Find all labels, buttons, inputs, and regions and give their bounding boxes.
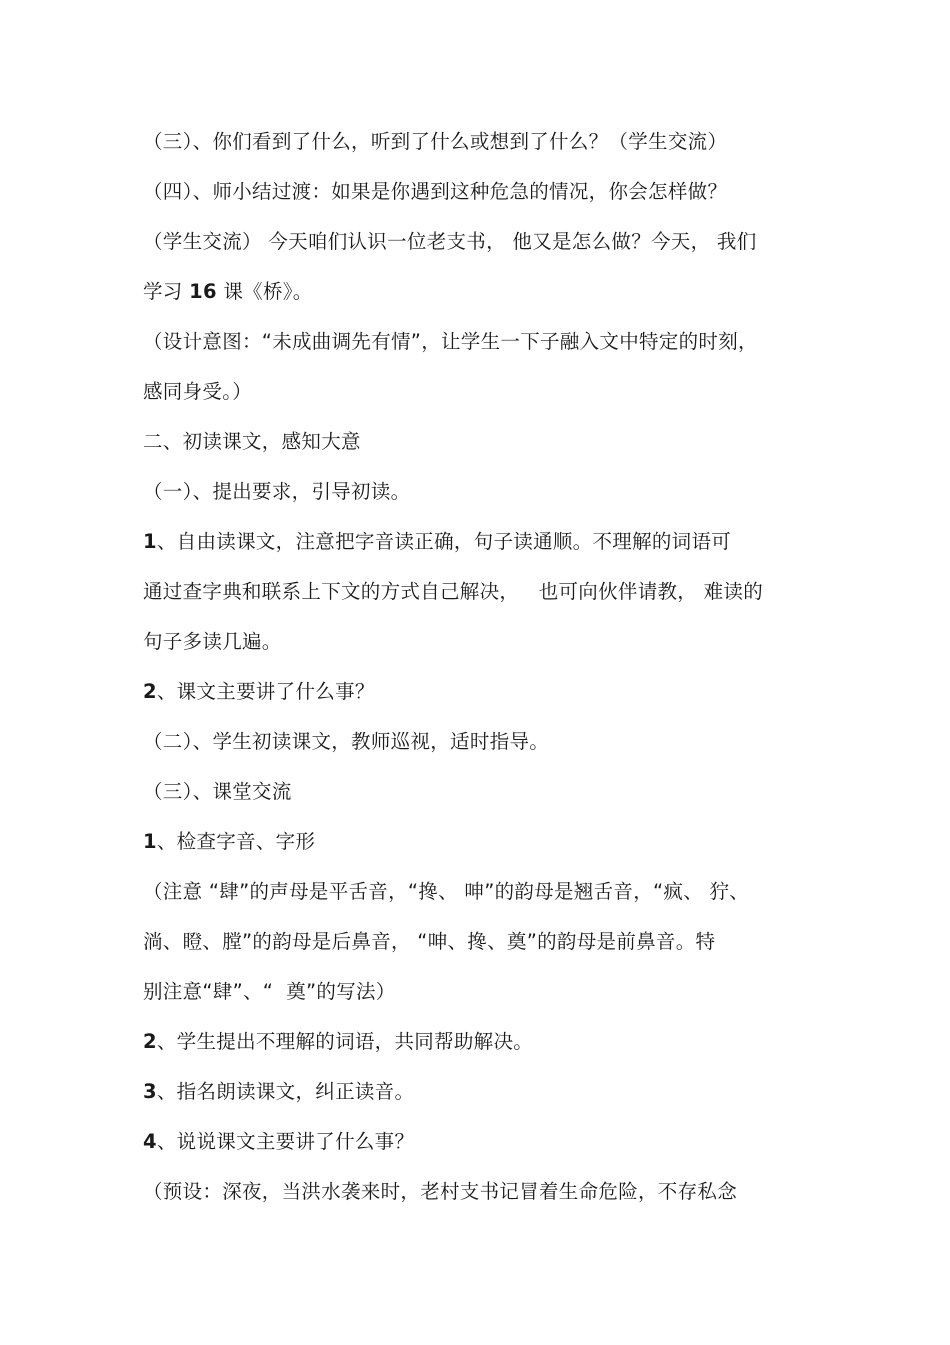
text-line: （学生交流） 今天咱们认识一位老支书， 他又是怎么做？今天， 我们 bbox=[143, 230, 757, 253]
text-line bbox=[143, 1129, 414, 1155]
text-fragment: 、课文主要讲了什么事？ bbox=[156, 680, 375, 703]
text-line: （三）、你们看到了什么，听到了什么或想到了什么？（学生交流） bbox=[143, 130, 728, 153]
lesson-number: 16 bbox=[189, 280, 217, 303]
text-line: 句子多读几遍。 bbox=[143, 630, 282, 653]
text-line: （四）、师小结过渡：如果是你遇到这种危急的情况，你会怎样做？ bbox=[143, 180, 728, 203]
item-number: 3 bbox=[143, 1080, 157, 1103]
text-line: （二）、学生初读课文，教师巡视，适时指导。 bbox=[143, 730, 550, 753]
section-heading: 二、初读课文，感知大意 bbox=[143, 430, 361, 453]
item-number: 1 bbox=[143, 830, 157, 853]
text-line: 别注意“肆”、“ 奠”的写法） bbox=[143, 980, 396, 1003]
item-number: 1 bbox=[143, 530, 157, 553]
item-number: 2 bbox=[143, 680, 157, 703]
text-line bbox=[143, 529, 731, 555]
text-line: （注意 “肆”的声母是平舌音，“搀、 呻”的韵母是翘舌音，“疯、 狞、 bbox=[143, 880, 750, 903]
text-line: （设计意图：“未成曲调先有情”，让学生一下子融入文中特定的时刻， bbox=[143, 330, 758, 353]
text-line: （预设：深夜，当洪水袭来时，老村支书记冒着生命危险，不存私念 bbox=[143, 1180, 738, 1203]
text-fragment: 课《桥》。 bbox=[216, 280, 313, 303]
text-line bbox=[143, 1029, 533, 1055]
text-fragment: 、自由读课文，注意把字音读正确，句子读通顺。不理解的词语可 bbox=[156, 530, 732, 553]
text-fragment: 、检查字音、字形 bbox=[156, 830, 316, 853]
item-number: 2 bbox=[143, 1030, 157, 1053]
text-line bbox=[143, 1079, 414, 1105]
text-fragment: 、指名朗读课文，纠正读音。 bbox=[156, 1080, 415, 1103]
text-fragment: 、学生提出不理解的词语，共同帮助解决。 bbox=[156, 1030, 534, 1053]
text-line bbox=[143, 829, 315, 855]
text-line: 感同身受。） bbox=[143, 380, 253, 403]
item-number: 4 bbox=[143, 1130, 157, 1153]
text-line: （三）、课堂交流 bbox=[143, 780, 292, 803]
text-line bbox=[143, 279, 313, 305]
text-line: 通过查字典和联系上下文的方式自己解决， 也可向伙伴请教， 难读的 bbox=[143, 580, 763, 603]
text-fragment: 学习 bbox=[143, 280, 190, 303]
text-line bbox=[143, 679, 375, 705]
text-fragment: 、说说课文主要讲了什么事？ bbox=[156, 1130, 415, 1153]
text-line: （一）、提出要求，引导初读。 bbox=[143, 480, 411, 503]
text-line: 淌、瞪、膛”的韵母是后鼻音， “呻、搀、奠”的韵母是前鼻音。特 bbox=[143, 930, 716, 953]
